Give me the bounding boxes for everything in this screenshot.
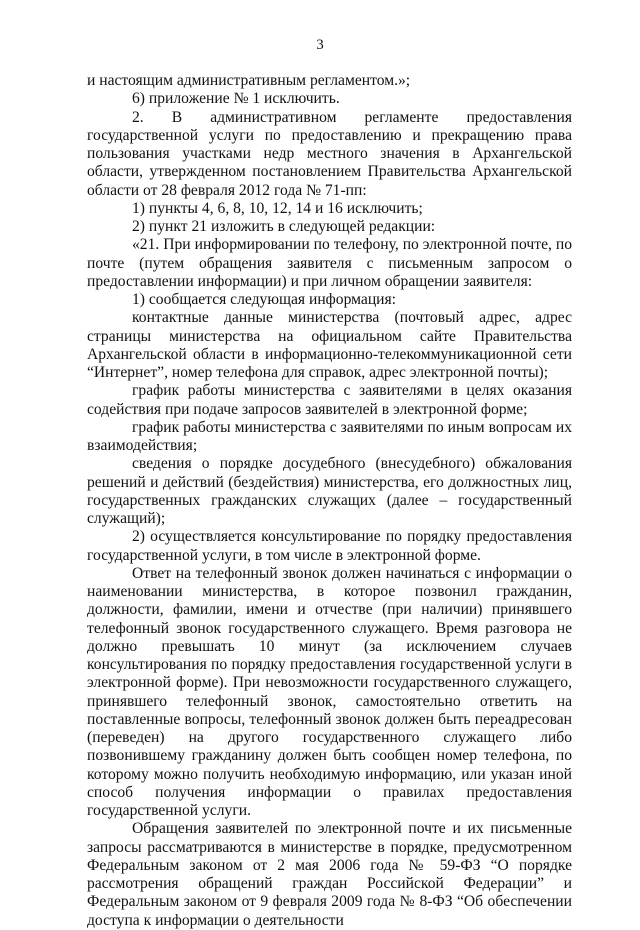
paragraph-schedule-electronic: график работы министерства с заявителями в целях оказания содействия при подаче запросов заявителей в электронной форме; [87, 382, 572, 418]
paragraph-written-requests: Обращения заявителей по электронной почте и их письменные запросы рассматриваются в министерстве в порядке, предусмотренном Федеральным законом от 2 мая 2006 года № 59-ФЗ “О порядке рассмотрения обращений граждан Российской Федерации” и Федеральным законом от 9 февраля 2009 года № 8-ФЗ “Об обеспечении доступа к информации о деятельности [87, 820, 572, 929]
paragraph-continuation: и настоящим административным регламентом.»; [87, 72, 411, 89]
paragraph-item-2: 2) пункт 21 изложить в следующей редакции: [132, 218, 436, 235]
paragraph-subitem-2: 2) осуществляется консультирование по порядку предоставления государственной услуги, в том числе в электронной форме. [87, 528, 572, 564]
page-number: 3 [316, 37, 324, 53]
paragraph-phone-answer: Ответ на телефонный звонок должен начинаться с информации о наименовании министерства, в которое позвонил гражданин, должности, фамилии, имени и отчестве (при наличии) принявшего телефонный звонок государственного служащего. Время разговора не должно превышать 10 минут (за исключением случаев консультирования по порядку предоставления государственной услуги в электронной форме). При невозможности государственного служащего, принявшего телефонный звонок, самостоятельно ответить на поставленные вопросы, телефонный звонок должен быть переадресован (переведен) на другого государственного служащего либо позвонившему гражданину должен быть сообщен номер телефона, по которому можно получить необходимую информацию, или указан иной способ получения информации о правилах предоставления государственной услуги. [87, 564, 572, 819]
paragraph-clause-21: «21. При информировании по телефону, по электронной почте, по почте (путем обращения заявителя с письменным запросом о предоставлении информации) и при личном обращении заявителя: [87, 236, 572, 290]
paragraph-subitem-1: 1) сообщается следующая информация: [132, 291, 397, 308]
paragraph-appeal-procedure: сведения о порядке досудебного (внесудебного) обжалования решений и действий (бездействия) министерства, его должностных лиц, государственных гражданских служащих (далее – государственный служащий); [87, 455, 572, 527]
paragraph-contacts: контактные данные министерства (почтовый адрес, адрес страницы министерства на официальном сайте Правительства Архангельской области в информационно-телекоммуникационной сети “Интернет”, номер телефона для справок, адрес электронной почты); [87, 309, 572, 381]
paragraph-schedule-other: график работы министерства с заявителями по иным вопросам их взаимодействия; [87, 418, 572, 454]
paragraph-section-2: 2. В административном регламенте предоставления государственной услуги по предоставлению и прекращению права пользования участками недр местного значения в Архангельской области, утвержденном постановлением Правительства Архангельской области от 28 февраля 2012 года № 71-пп: [87, 108, 572, 199]
paragraph-item-6: 6) приложение № 1 исключить. [132, 90, 340, 108]
document-body [87, 72, 572, 930]
paragraph-item-1: 1) пункты 4, 6, 8, 10, 12, 14 и 16 исключить; [132, 199, 423, 217]
